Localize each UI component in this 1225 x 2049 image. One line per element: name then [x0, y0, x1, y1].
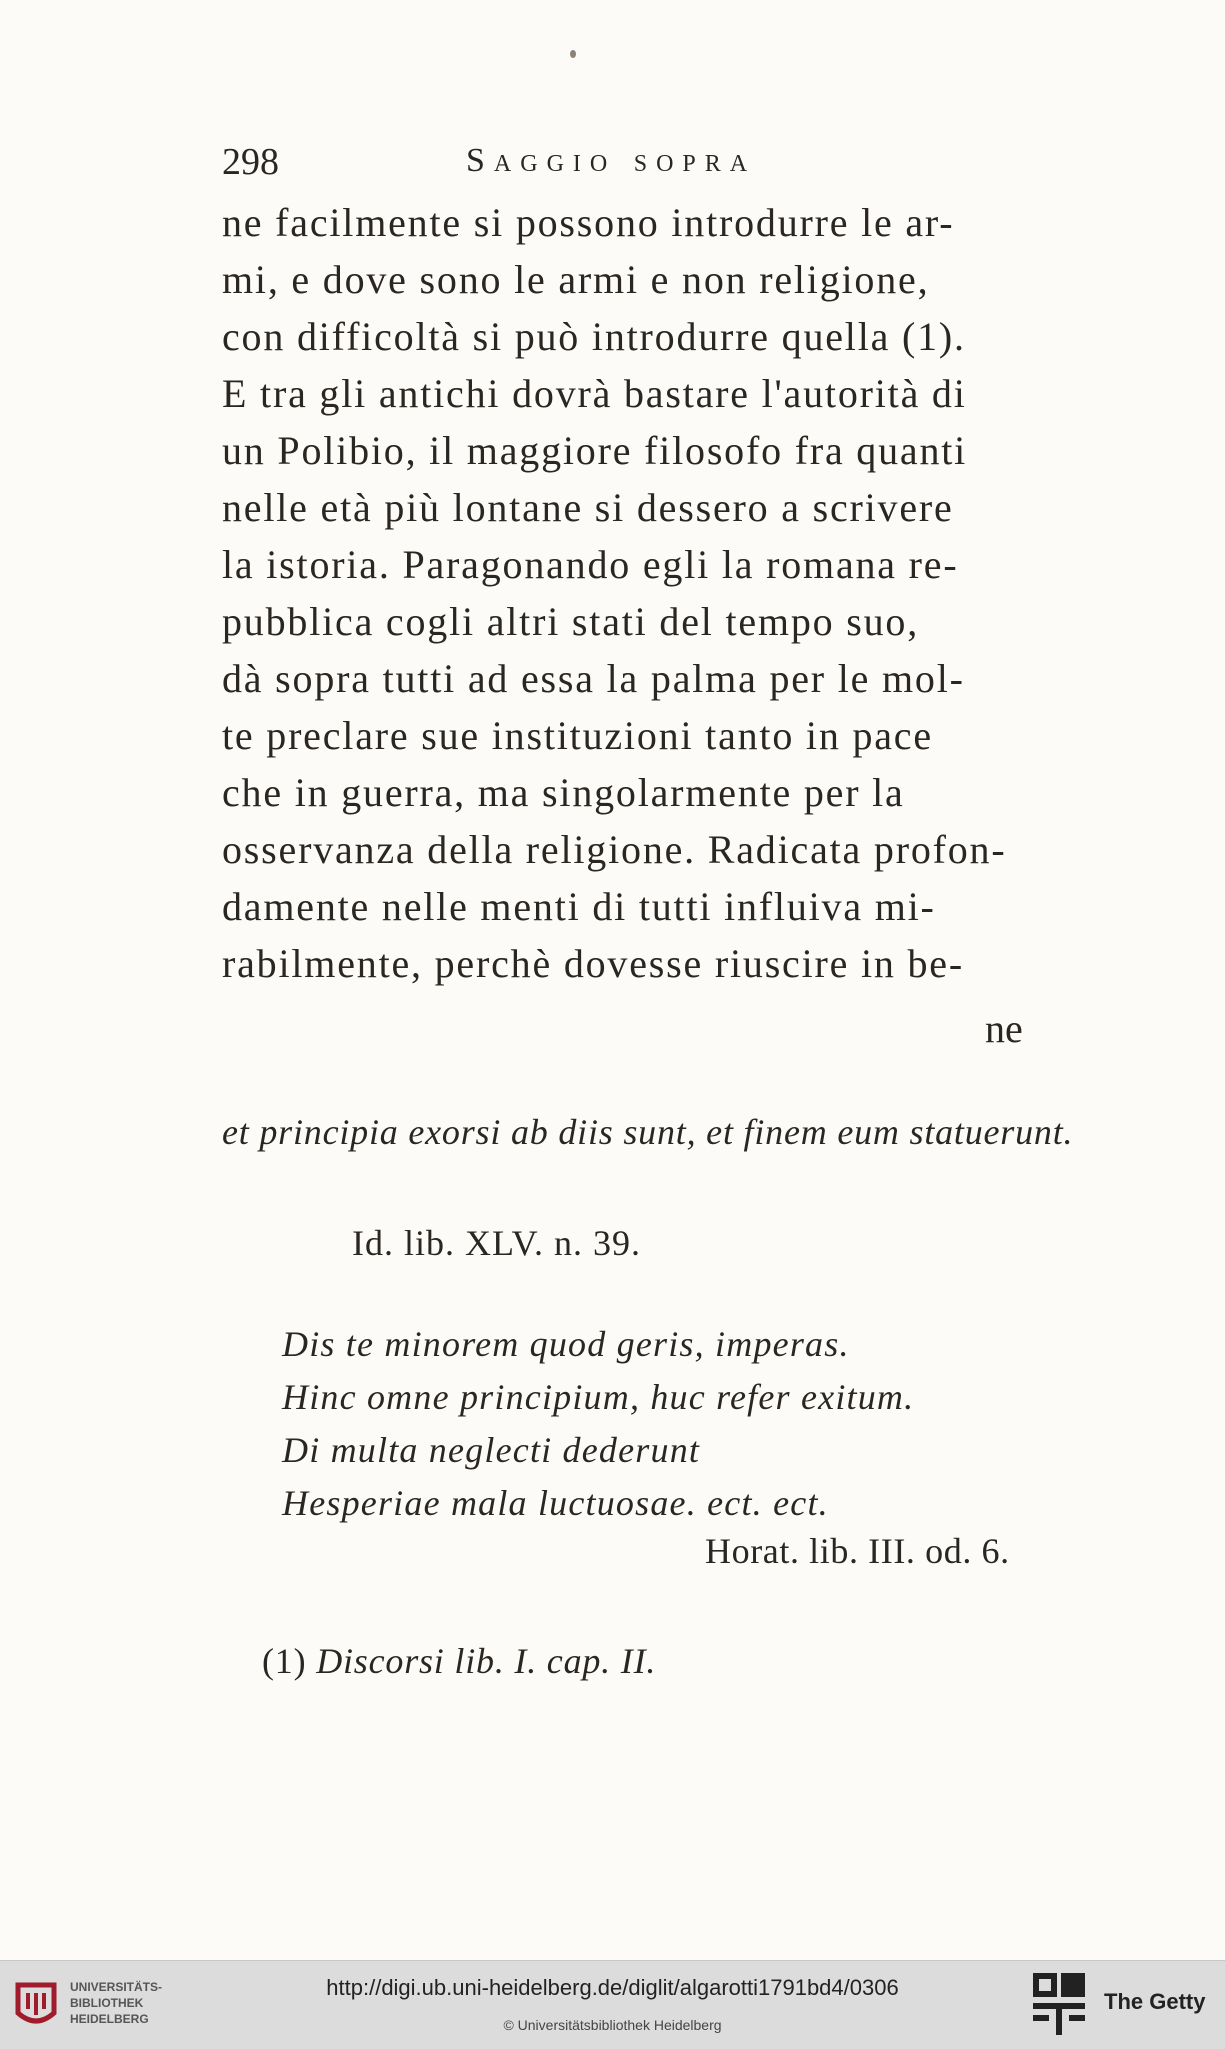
- body-line: damente nelle menti di tutti influiva mi-: [222, 884, 936, 929]
- footnote-text: Discorsi lib. I. cap. II.: [316, 1641, 657, 1681]
- body-line: E tra gli antichi dovrà bastare l'autorità di: [222, 371, 967, 416]
- body-line: pubblica cogli altri stati del tempo suo,: [222, 599, 920, 644]
- body-line: osservanza della religione. Radicata profon-: [222, 827, 1007, 872]
- getty-logo-icon[interactable]: [1033, 1973, 1085, 2035]
- library-line: BIBLIOTHEK: [70, 1996, 144, 2010]
- verse-line: Di multa neglecti dederunt: [282, 1430, 701, 1470]
- sponsor-name: The Getty: [1104, 1989, 1206, 2014]
- horace-citation: Horat. lib. III. od. 6.: [705, 1531, 1010, 1571]
- paper-speck: [570, 50, 576, 58]
- library-line: HEIDELBERG: [70, 2012, 149, 2026]
- body-line: mi, e dove sono le armi e non religione,: [222, 257, 930, 302]
- footnote: [262, 1640, 656, 1682]
- continued-note: et principia exorsi ab diis sunt, et finem eum statuerunt.: [222, 1112, 1074, 1152]
- body-line: un Polibio, il maggiore filosofo fra quanti: [222, 428, 968, 473]
- body-line: che in guerra, ma singolarmente per la: [222, 770, 905, 815]
- catchword: ne: [985, 1006, 1023, 1051]
- viewer-footer: [0, 1960, 1225, 2049]
- permalink-url[interactable]: http://digi.ub.uni-heidelberg.de/diglit/algarotti1791bd4/0306: [326, 1975, 899, 2000]
- body-line: con difficoltà si può introdurre quella (1).: [222, 314, 966, 359]
- copyright-notice: © Universitätsbibliothek Heidelberg: [503, 2017, 722, 2033]
- running-title: Saggio sopra: [466, 142, 757, 179]
- library-line: UNIVERSITÄTS-: [70, 1980, 163, 1994]
- page-number: 298: [222, 141, 279, 183]
- horace-verse: [282, 1318, 1082, 1530]
- verse-line: Dis te minorem quod geris, imperas.: [282, 1324, 850, 1364]
- body-line: rabilmente, perchè dovesse riuscire in be-: [222, 941, 964, 986]
- footnote-marker: (1): [262, 1641, 307, 1681]
- body-line: nelle età più lontane si dessero a scrivere: [222, 485, 954, 530]
- page-header: [222, 140, 842, 190]
- body-line: ne facilmente si possono introdurre le ar-: [222, 200, 955, 245]
- verse-line: Hinc omne principium, huc refer exitum.: [282, 1377, 915, 1417]
- verse-line: Hesperiae mala luctuosae. ect. ect.: [282, 1483, 829, 1523]
- body-line: te preclare sue instituzioni tanto in pace: [222, 713, 933, 758]
- livy-citation: Id. lib. XLV. n. 39.: [352, 1223, 642, 1263]
- body-line: la istoria. Paragonando egli la romana re-: [222, 542, 959, 587]
- body-line: dà sopra tutti ad essa la palma per le mol-: [222, 656, 965, 701]
- body-text: [222, 194, 1082, 992]
